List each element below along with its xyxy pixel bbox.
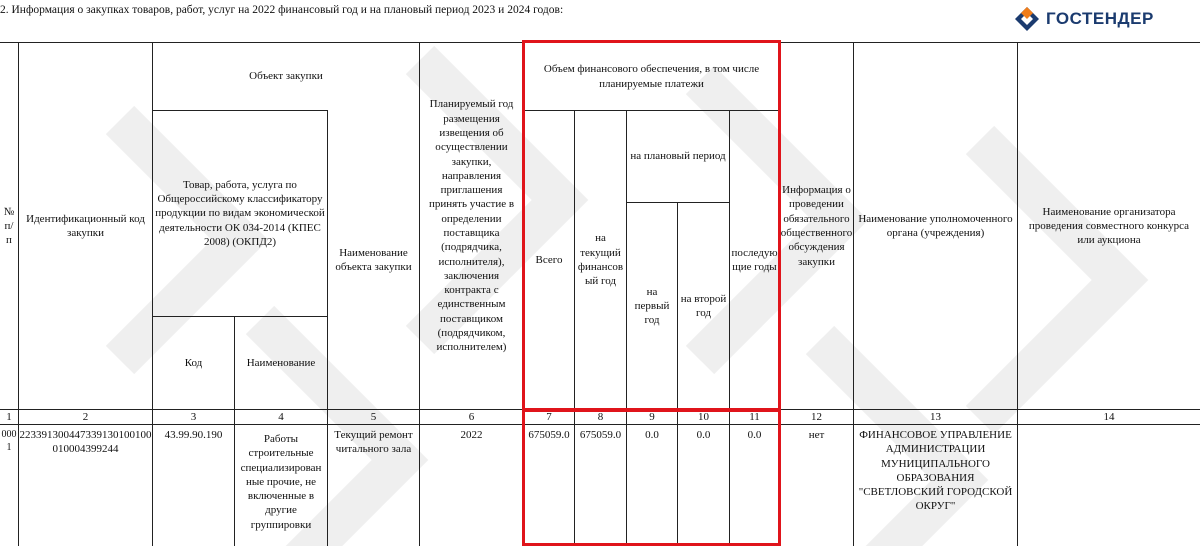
section-caption: 2. Информация о закупках товаров, работ, услуг на 2022 финансовый год и на плановый период 2023 и 2024 годов:: [0, 4, 564, 16]
header-first-year: на первый год: [634, 285, 670, 327]
row-id-code: 223391300447339130100100 010004399244: [19, 429, 152, 456]
col-number-10: 10: [698, 410, 709, 423]
row-second-year: 0.0: [696, 429, 711, 441]
col-number-14: 14: [1103, 410, 1115, 423]
header-okpd: Товар, работа, услуга по Общероссийскому классификатору продукции по видам экономической деятельности ОК 034-2014 (КПЕС 2008) (ОКПД2): [155, 178, 325, 248]
header-id-code: Идентификационный код закупки: [26, 212, 145, 239]
header-object-name: Наименование объекта закупки: [335, 246, 412, 273]
header-name: Наименование: [246, 356, 316, 369]
row-first-year: 0.0: [645, 429, 659, 441]
header-second-year: на второй год: [680, 292, 727, 319]
row-discussion: нет: [808, 429, 825, 441]
logo-text: ГОСТЕНДЕР: [1046, 9, 1154, 28]
header-current: на текущий финансов ый год: [577, 232, 624, 288]
header-num: № п/п: [3, 205, 15, 247]
header-discussion: Информация о проведении обязательного общественного обсуждения закупки: [780, 184, 853, 268]
col-number-9: 9: [649, 410, 655, 423]
row-organizer: [1018, 426, 1200, 546]
row-authority: ФИНАНСОВОЕ УПРАВЛЕНИЕ АДМИНИСТРАЦИИ МУНИЦИПАЛЬНОГО ОБРАЗОВАНИЯ "СВЕТЛОВСКИЙ ГОРОДСКОЙ ОКРУГ": [858, 429, 1013, 513]
header-total: Всего: [535, 253, 563, 266]
col-number-5: 5: [370, 410, 377, 423]
header-year: Планируемый год размещения извещения об осуществлении закупки, направления приглашения принять участие в определении поставщика (подрядчика, исполнителя), заключения контракта с единственным поставщиком (подрядчиком, исполнителем): [428, 98, 515, 354]
col-number-8: 8: [597, 410, 604, 423]
col-number-11: 11: [749, 410, 760, 423]
header-object: Объект закупки: [249, 70, 323, 83]
header-finance: Объем финансового обеспечения, в том числе планируемые платежи: [543, 63, 760, 90]
header-planned: на плановый период: [630, 150, 726, 163]
row-total: 675059.0: [528, 429, 570, 441]
col-number-6: 6: [468, 410, 475, 423]
col-number-13: 13: [930, 410, 941, 423]
header-organizer: Наименование организатора проведения совместного конкурса или аукциона: [1028, 205, 1190, 247]
col-number-1: 1: [6, 410, 12, 423]
row-object-name: Текущий ремонт читального зала: [334, 429, 413, 456]
row-num: 000 1: [1, 429, 17, 453]
row-current: 675059.0: [579, 429, 622, 441]
row-later-years: 0.0: [747, 429, 762, 441]
col-number-3: 3: [190, 410, 197, 423]
col-number-7: 7: [546, 410, 552, 423]
col-number-2: 2: [82, 410, 89, 423]
col-number-12: 12: [811, 410, 822, 423]
row-code: 43.99.90.190: [164, 429, 223, 441]
row-name: Работы строительные специализирован ные прочие, не включенные в другие группировки: [240, 433, 322, 531]
header-code: Код: [184, 356, 203, 369]
row-year: 2022: [460, 429, 483, 441]
header-authority: Наименование уполномоченного органа (учреждения): [858, 212, 1013, 239]
header-later-years: последую щие годы: [731, 246, 778, 273]
col-number-4: 4: [278, 410, 284, 423]
